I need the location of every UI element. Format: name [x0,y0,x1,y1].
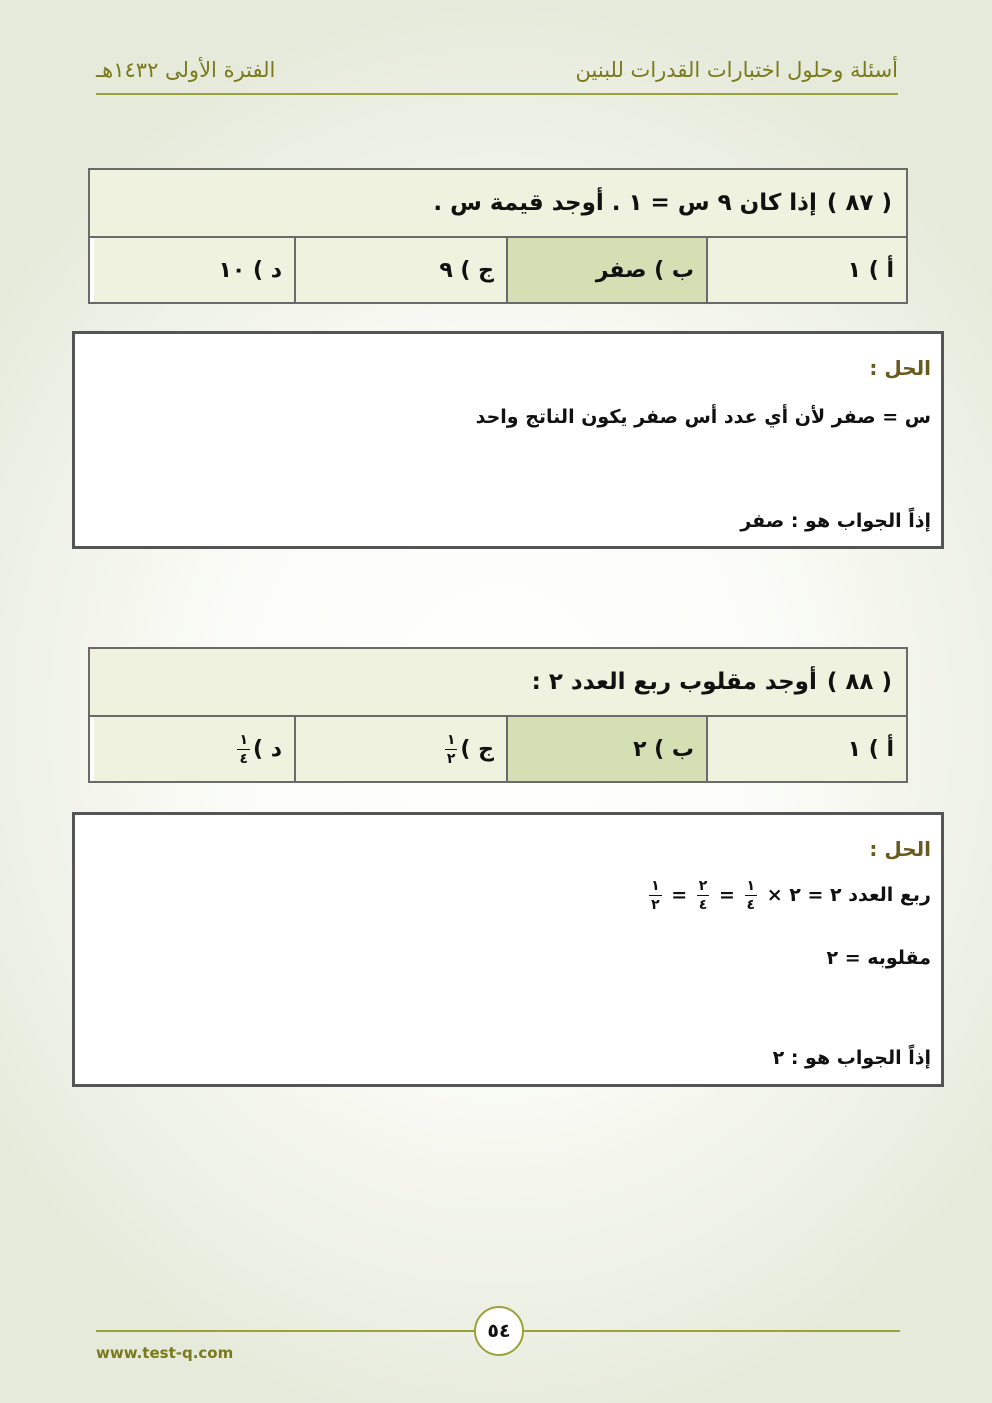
q87-option-a-label: أ ) ١ [847,257,894,283]
question-87-number: ( ٨٧ ) [826,190,892,216]
question-88-row [90,649,906,717]
q88-option-b-label: ب ) ٢ [633,736,694,762]
footer-website[interactable]: www.test-q.com [96,1344,234,1362]
fraction-numerator: ٢ [698,878,708,894]
footer-divider-left [96,1330,476,1332]
solution-87-explanation: س = صفر لأن أي عدد أس صفر يكون الناتج واحد [475,406,931,428]
q87-option-a[interactable] [706,238,906,302]
solution-88-reciprocal: مقلوبه = ٢ [826,947,931,969]
equals-sign: = [671,884,688,906]
header-period: الفترة الأولى ١٤٣٢هـ [96,58,276,82]
calc-fraction-1 [745,879,758,912]
fraction-numerator: ١ [651,878,660,894]
fraction-numerator: ١ [239,731,248,748]
solution-87-answer: إذاً الجواب هو : صفر [740,510,931,532]
solution-88-title: الحل : [869,837,931,861]
q88-option-d-fraction [237,733,250,766]
equals-sign: = [718,884,735,906]
question-87-row [90,170,906,238]
q87-option-b-label: ب ) صفر [595,257,694,283]
q87-option-c[interactable] [294,238,506,302]
fraction-numerator: ١ [446,731,456,748]
question-88-block [88,647,908,783]
fraction-denominator: ٤ [239,750,248,767]
q88-option-c-fraction [445,733,458,766]
calc-fraction-2 [697,879,710,912]
question-87-text: إذا كان ٩ س = ١ . أوجد قيمة س . [433,190,817,216]
fraction-denominator: ٤ [746,897,756,913]
question-88-number: ( ٨٨ ) [826,669,892,695]
fraction-denominator: ٢ [446,750,456,767]
calc-text: ربع العدد ٢ = ٢ × [766,884,931,906]
solution-87-title: الحل : [869,356,931,380]
q88-option-a[interactable] [706,717,906,781]
footer-divider-right [520,1330,900,1332]
question-87-options [90,238,906,302]
question-88-options [90,717,906,781]
q87-option-b-correct[interactable] [506,238,706,302]
q87-option-c-label: ج ) ٩ [439,257,494,283]
fraction-denominator: ٤ [698,897,708,913]
header-divider [96,93,898,95]
calc-fraction-3 [649,879,662,912]
q88-option-a-label: أ ) ١ [847,736,894,762]
q88-option-c[interactable] [294,717,506,781]
solution-88-answer: إذاً الجواب هو : ٢ [772,1047,931,1069]
header-book-title: أسئلة وحلول اختبارات القدرات للبنين [575,58,898,82]
solution-88-box [72,812,944,1087]
q88-option-d[interactable] [94,717,294,781]
solution-88-calculation [646,879,931,912]
question-88-text: أوجد مقلوب ربع العدد ٢ : [531,669,817,695]
q88-option-b-correct[interactable] [506,717,706,781]
solution-87-box [72,331,944,549]
fraction-numerator: ١ [746,878,756,894]
q87-option-d[interactable] [94,238,294,302]
page-number: ٥٤ [474,1306,524,1356]
q88-option-d-prefix: د ) [252,736,282,762]
fraction-denominator: ٢ [651,897,660,913]
q87-option-d-label: د ) ١٠ [218,257,282,283]
question-87-block [88,168,908,304]
q88-option-c-prefix: ج ) [460,736,494,762]
